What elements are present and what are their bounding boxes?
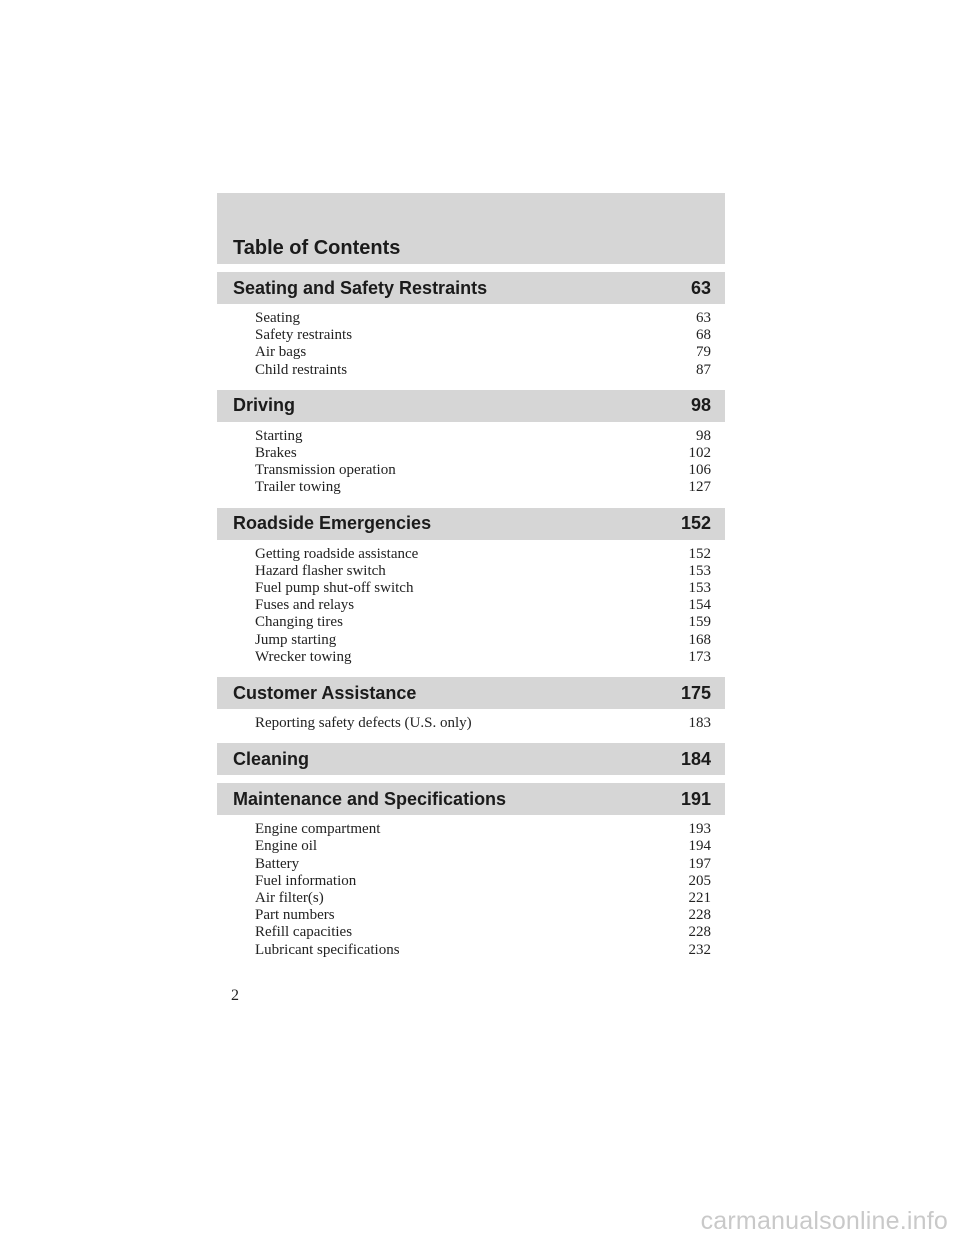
entry-label: Air filter(s) — [255, 890, 324, 907]
section-page: 175 — [680, 682, 711, 703]
entry-page: 87 — [696, 361, 711, 378]
section-page: 98 — [690, 395, 711, 416]
entry-page: 159 — [688, 614, 711, 631]
entry-page: 127 — [688, 479, 711, 496]
entry-page: 228 — [688, 907, 711, 924]
entry-label: Seating — [255, 310, 300, 326]
toc-entry[interactable] — [255, 310, 711, 327]
entry-label: Trailer towing — [255, 479, 341, 496]
section-page: 184 — [680, 748, 711, 769]
section-heading[interactable] — [217, 783, 725, 815]
entry-page: 197 — [688, 855, 711, 872]
entry-page: 102 — [688, 445, 711, 462]
watermark: carmanualsonline.info — [700, 1207, 948, 1235]
toc-entry[interactable] — [255, 428, 711, 445]
section-title: Cleaning — [233, 748, 310, 769]
section-heading[interactable] — [217, 508, 725, 540]
toc-entry[interactable] — [255, 924, 711, 941]
entry-page: 106 — [688, 462, 711, 479]
toc-entry[interactable] — [255, 362, 711, 379]
entry-label: Hazard flasher switch — [255, 562, 386, 579]
entry-page: 98 — [696, 427, 711, 444]
entry-label: Reporting safety defects (U.S. only) — [255, 715, 472, 732]
toc-sections — [217, 272, 725, 962]
entry-label: Getting roadside assistance — [255, 545, 419, 562]
entry-list — [217, 422, 725, 500]
page-number: 2 — [231, 987, 239, 1004]
toc-entry[interactable] — [255, 597, 711, 614]
toc-entry[interactable] — [255, 838, 711, 855]
toc-entry[interactable] — [255, 942, 711, 959]
entry-page: 68 — [696, 327, 711, 344]
section-title: Driving — [233, 395, 296, 416]
section-title: Maintenance and Specifications — [233, 788, 507, 809]
entry-label: Part numbers — [255, 907, 335, 924]
section-heading[interactable] — [217, 390, 725, 422]
entry-label: Lubricant specifications — [255, 941, 400, 958]
entry-page: 79 — [696, 344, 711, 361]
section-page: 63 — [690, 277, 711, 298]
entry-page: 153 — [688, 580, 711, 597]
entry-label: Safety restraints — [255, 327, 353, 344]
entry-label: Fuel information — [255, 872, 357, 889]
toc-entry[interactable] — [255, 873, 711, 890]
entry-label: Jump starting — [255, 631, 337, 648]
toc-entry[interactable] — [255, 327, 711, 344]
entry-page: 221 — [688, 890, 711, 907]
toc-entry[interactable] — [255, 445, 711, 462]
entry-label: Starting — [255, 427, 303, 444]
entry-page: 193 — [688, 821, 711, 838]
toc-entry[interactable] — [255, 614, 711, 631]
toc-entry[interactable] — [255, 632, 711, 649]
entry-label: Brakes — [255, 445, 297, 462]
entry-label: Changing tires — [255, 614, 343, 631]
entry-label: Refill capacities — [255, 924, 353, 941]
section-heading[interactable] — [217, 677, 725, 709]
entry-page: 152 — [688, 545, 711, 562]
toc-entry[interactable] — [255, 563, 711, 580]
section-title: Customer Assistance — [233, 682, 417, 703]
entry-list — [217, 815, 725, 962]
toc-entry[interactable] — [255, 546, 711, 563]
entry-list — [217, 540, 725, 669]
entry-page: 168 — [688, 631, 711, 648]
toc-entry[interactable] — [255, 890, 711, 907]
toc-entry[interactable] — [255, 649, 711, 666]
toc-entry[interactable] — [255, 344, 711, 361]
table-of-contents — [217, 193, 725, 962]
section-heading[interactable] — [217, 743, 725, 775]
toc-entry[interactable] — [255, 907, 711, 924]
page-title: Table of Contents — [233, 237, 401, 259]
entry-page: 154 — [688, 597, 711, 614]
entry-label: Engine compartment — [255, 821, 381, 838]
entry-label: Fuel pump shut-off switch — [255, 580, 414, 597]
entry-page: 228 — [688, 924, 711, 941]
toc-entry[interactable] — [255, 856, 711, 873]
section-title: Roadside Emergencies — [233, 513, 432, 534]
toc-entry[interactable] — [255, 821, 711, 838]
entry-label: Wrecker towing — [255, 648, 352, 665]
section-page: 191 — [680, 788, 711, 809]
entry-page: 153 — [688, 562, 711, 579]
entry-label: Child restraints — [255, 361, 348, 378]
toc-entry[interactable] — [255, 580, 711, 597]
entry-page: 194 — [688, 838, 711, 855]
toc-entry[interactable] — [255, 715, 711, 732]
entry-page: 63 — [696, 310, 711, 326]
entry-page: 205 — [688, 872, 711, 889]
entry-label: Fuses and relays — [255, 597, 355, 614]
entry-page: 173 — [688, 648, 711, 665]
entry-label: Engine oil — [255, 838, 318, 855]
entry-label: Air bags — [255, 344, 307, 361]
entry-page: 183 — [688, 715, 711, 732]
toc-entry[interactable] — [255, 479, 711, 496]
entry-label: Battery — [255, 855, 300, 872]
toc-header — [217, 193, 725, 264]
section-page: 152 — [680, 513, 711, 534]
entry-label: Transmission operation — [255, 462, 396, 479]
entry-list — [217, 304, 725, 382]
toc-entry[interactable] — [255, 462, 711, 479]
section-title: Seating and Safety Restraints — [233, 277, 488, 298]
section-heading[interactable] — [217, 272, 725, 304]
entry-list — [217, 709, 725, 735]
entry-page: 232 — [688, 941, 711, 958]
